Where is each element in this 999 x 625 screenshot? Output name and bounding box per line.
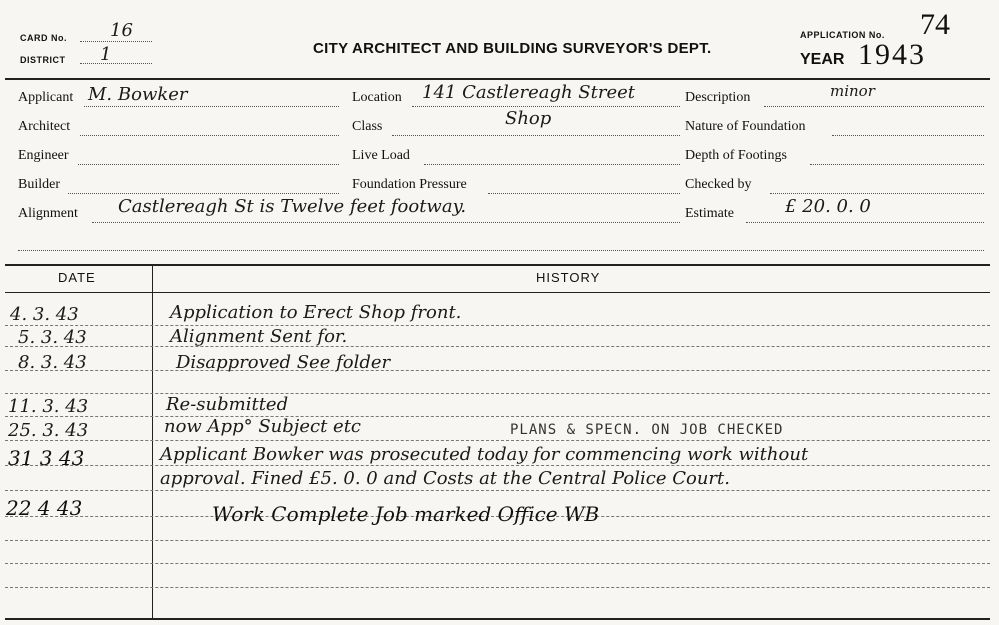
location-label: Location [352,90,402,105]
row-text: Alignment Sent for. [170,326,348,347]
row-date: 5. 3. 43 [18,327,87,348]
alignment-label: Alignment [18,206,78,221]
class-value: Shop [505,108,552,129]
location-value: 141 Castlereagh Street [422,82,635,103]
description-value: minor [830,82,875,100]
row-text: approval. Fined £5. 0. 0 and Costs at the Central Police Court. [160,468,730,489]
row-text: Re-submitted [166,394,289,415]
row-date: 11. 3. 43 [8,396,89,417]
history-column-header: HISTORY [536,270,601,285]
builder-label: Builder [18,177,60,192]
district-value: 1 [100,44,112,65]
application-no-label: APPLICATION No. [800,30,885,40]
row-text: Applicant Bowker was prosecuted today for commencing work without [160,444,809,465]
alignment-value: Castlereagh St is Twelve feet footway. [118,196,467,217]
year-label: YEAR [800,51,845,68]
foundation-pressure-label: Foundation Pressure [352,177,467,192]
row-date: 25. 3. 43 [8,420,89,441]
applicant-label: Applicant [18,90,74,105]
application-no-value: 74 [920,8,950,41]
row-date: 31 3 43 [8,446,85,470]
row-text: now App° Subject etc [164,416,362,437]
description-label: Description [685,90,751,105]
class-label: Class [352,119,383,134]
dept-title: CITY ARCHITECT AND BUILDING SURVEYOR'S DEPT. [313,40,712,57]
district-label: DISTRICT [20,55,66,65]
checked-by-label: Checked by [685,177,752,192]
date-column-header: DATE [58,270,96,285]
live-load-label: Live Load [352,148,410,163]
estimate-label: Estimate [685,206,734,221]
year-value: 1943 [858,38,926,71]
depth-of-footings-label: Depth of Footings [685,148,787,163]
row-date: 4. 3. 43 [10,304,79,325]
row-date: 22 4 43 [6,496,83,520]
card-no-label: CARD No. [20,33,67,43]
row-text: Work Complete Job marked Office WB [212,502,600,526]
card-no-value: 16 [110,20,133,41]
estimate-value: £ 20. 0. 0 [785,196,871,217]
applicant-value: M. Bowker [88,84,188,105]
engineer-label: Engineer [18,148,69,163]
nature-of-foundation-label: Nature of Foundation [685,119,806,134]
architect-label: Architect [18,119,71,134]
row-date: 8. 3. 43 [18,352,87,373]
row-text: Application to Erect Shop front. [170,302,462,323]
inspection-stamp: PLANS & SPECN. ON JOB CHECKED [510,422,784,438]
row-text: Disapproved See folder [176,352,391,373]
